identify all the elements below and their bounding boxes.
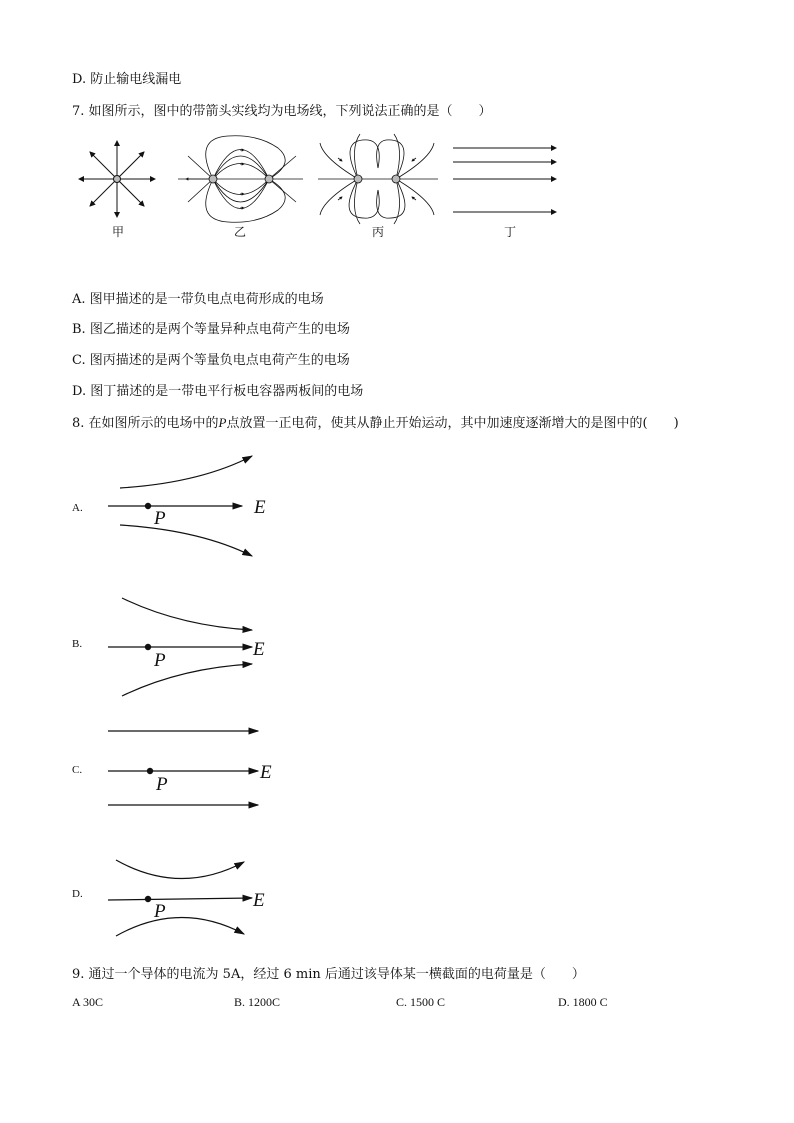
q7-field-line-figures [68, 128, 568, 238]
label-p-c: P [156, 774, 168, 795]
q8-figure-d [100, 848, 290, 940]
q8-label-b: B. [72, 638, 83, 650]
question-9-stem: 9. 通过一个导体的电流为 5A，经过 6 min 后通过该导体某一横截面的电荷量是（ ） [72, 967, 585, 982]
caption-yi: 乙 [234, 225, 247, 239]
q8-label-d: D. [72, 888, 83, 900]
caption-ding: 丁 [504, 225, 517, 239]
q8-figure-c [100, 720, 290, 815]
q8-label-c: C. [72, 764, 83, 776]
figure-bing-like-charges [318, 134, 438, 224]
question-7-stem: 7. 如图所示，图中的带箭头实线均为电场线，下列说法正确的是（ ） [72, 104, 492, 119]
q7-option-c: C. 图丙描述的是两个等量负电点电荷产生的电场 [72, 353, 350, 368]
q8-figure-a [100, 448, 290, 566]
q8-figure-b [100, 590, 290, 702]
caption-bing: 丙 [372, 225, 385, 239]
q9-choice-c: C. 1500 C [396, 995, 446, 1009]
label-p-b: P [154, 650, 166, 671]
label-p-a: P [154, 508, 166, 529]
q9-choice-a: A 30C [72, 995, 104, 1009]
q7-option-d: D. 图丁描述的是一带电平行板电容器两板间的电场 [72, 384, 364, 399]
point-p-b [145, 644, 151, 650]
q9-choice-d: D. 1800 C [558, 995, 608, 1009]
label-p-d: P [154, 901, 166, 922]
previous-option-d: D. 防止输电线漏电 [72, 72, 182, 87]
label-e-c: E [260, 762, 272, 783]
point-p-c [147, 768, 153, 774]
q9-choice-b: B. 1200C [234, 995, 281, 1009]
figure-jia-single-charge [79, 141, 155, 217]
caption-jia: 甲 [112, 225, 125, 239]
label-e-b: E [253, 639, 265, 660]
q7-option-b: B. 图乙描述的是两个等量异种点电荷产生的电场 [72, 322, 350, 337]
point-p-a [145, 503, 151, 509]
q7-option-a: A. 图甲描述的是一带负电点电荷形成的电场 [72, 292, 324, 307]
question-8-stem: 8. 在如图所示的电场中的P点放置一正电荷，使其从静止开始运动，其中加速度逐渐增大的是图中的( ) [72, 415, 679, 431]
q8-label-a: A. [72, 502, 83, 514]
label-e-d: E [253, 890, 265, 911]
figure-yi-opposite-charges [178, 136, 303, 223]
point-p-d [145, 896, 151, 902]
figure-ding-parallel-lines [453, 148, 556, 212]
label-e-a: E [254, 497, 266, 518]
